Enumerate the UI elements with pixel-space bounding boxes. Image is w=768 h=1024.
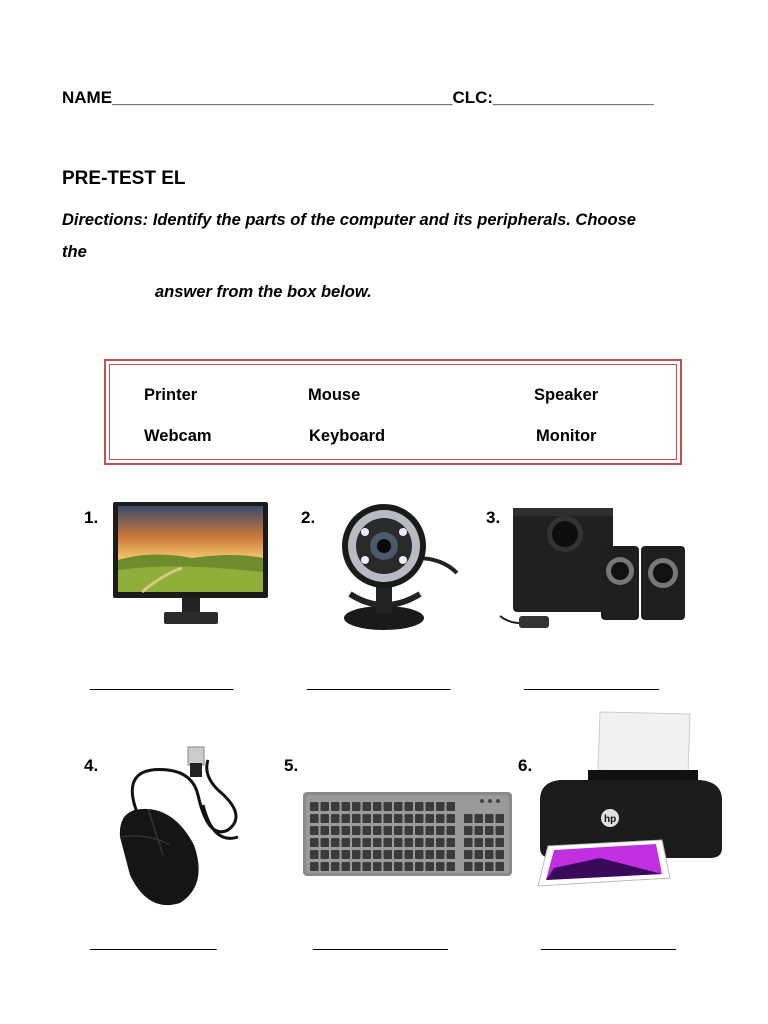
name-blank[interactable]: ____________________________________ <box>112 88 453 107</box>
item-number-4: 4. <box>84 756 99 775</box>
mouse-icon <box>108 745 253 910</box>
word-monitor: Monitor <box>536 427 597 445</box>
clc-blank[interactable]: _________________ <box>493 88 654 107</box>
printer-icon <box>530 708 730 888</box>
word-speaker: Speaker <box>534 386 599 404</box>
directions-line-1: Directions: Identify the parts of the computer and its peripherals. Choose <box>62 211 636 229</box>
directions-line-3: answer from the box below. <box>155 283 372 301</box>
word-mouse: Mouse <box>308 386 361 404</box>
webcam-icon <box>332 498 462 636</box>
name-label: NAME <box>62 88 113 107</box>
answer-blank-6[interactable]: ________________ <box>541 934 676 951</box>
clc-label: CLC: <box>452 88 494 107</box>
word-webcam: Webcam <box>144 427 212 445</box>
item-number-1: 1. <box>84 508 99 527</box>
page-title: PRE-TEST EL <box>62 168 186 189</box>
item-number-3: 3. <box>486 508 501 527</box>
answer-blank-4[interactable]: _______________ <box>90 934 216 951</box>
svg-text:hp: hp <box>604 814 617 825</box>
item-number-6: 6. <box>518 756 533 775</box>
answer-word-box <box>104 359 682 465</box>
answer-blank-5[interactable]: ________________ <box>313 934 448 951</box>
keyboard-icon <box>302 788 514 880</box>
speaker-icon <box>495 504 690 636</box>
name-clc-line <box>62 88 654 108</box>
item-number-2: 2. <box>301 508 316 527</box>
word-printer: Printer <box>144 386 198 404</box>
word-keyboard: Keyboard <box>309 427 386 445</box>
answer-blank-3[interactable]: ________________ <box>524 674 659 691</box>
answer-blank-1[interactable]: _________________ <box>90 674 233 691</box>
directions-line-2: the <box>62 243 87 261</box>
answer-blank-2[interactable]: _________________ <box>307 674 450 691</box>
item-number-5: 5. <box>284 756 299 775</box>
monitor-icon <box>112 500 270 628</box>
